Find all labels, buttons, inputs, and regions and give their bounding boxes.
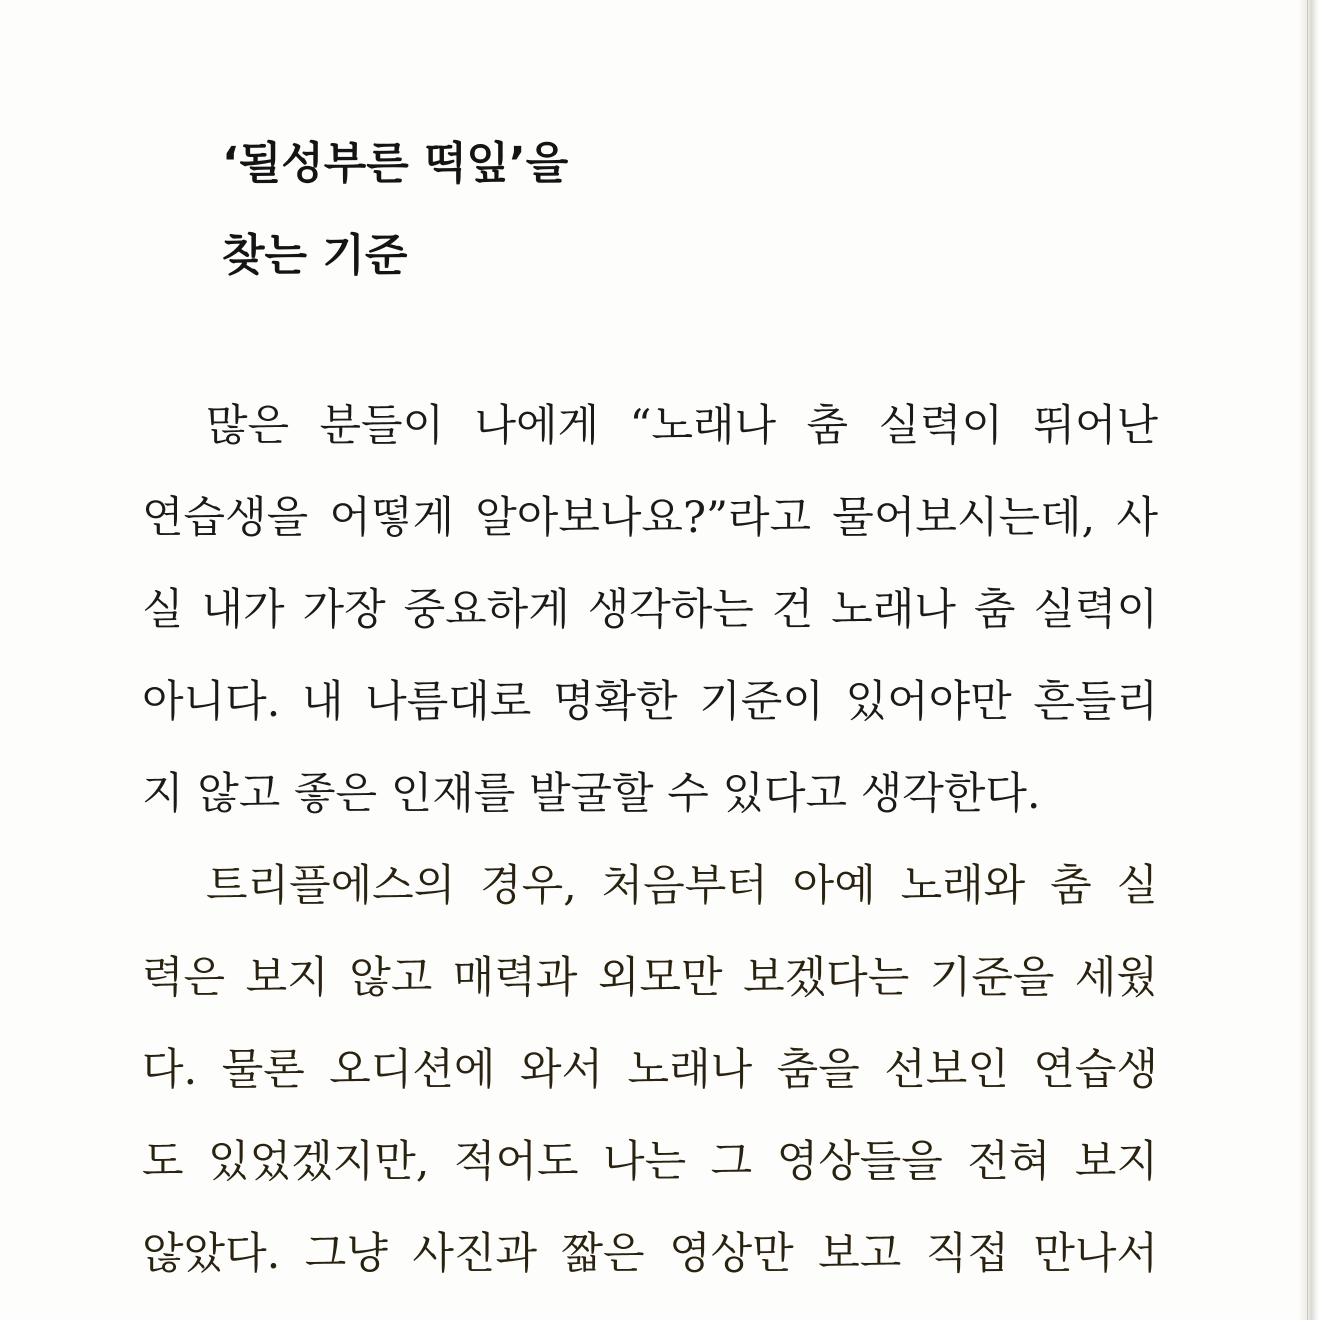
paragraph-1 [142, 380, 1158, 840]
text-line: 지 않고 좋은 인재를 발굴할 수 있다고 생각한다. [142, 769, 1041, 819]
text-line: 트리플에스의 경우, 처음부터 아예 노래와 춤 실 [206, 861, 1158, 911]
text-line: 도 있었겠지만, 적어도 나는 그 영상들을 전혀 보지 [142, 1137, 1158, 1187]
chapter-heading-line-1: ‘될성부른 떡잎’을 [222, 138, 569, 189]
chapter-heading-line-2: 찾는 기준 [222, 230, 408, 281]
text-line: 않았다. 그냥 사진과 짧은 영상만 보고 직접 만나서 [142, 1229, 1158, 1279]
body-text [142, 380, 1158, 1300]
text-line: 다. 물론 오디션에 와서 노래나 춤을 선보인 연습생 [142, 1045, 1158, 1095]
paragraph-2 [142, 840, 1158, 1300]
text-line: 아니다. 내 나름대로 명확한 기준이 있어야만 흔들리 [142, 677, 1158, 727]
page-edge-line [1307, 0, 1308, 1320]
page-edge [1298, 0, 1320, 1320]
chapter-heading [222, 118, 568, 302]
text-line: 실 내가 가장 중요하게 생각하는 건 노래나 춤 실력이 [142, 585, 1158, 635]
text-line: 력은 보지 않고 매력과 외모만 보겠다는 기준을 세웠 [142, 953, 1158, 1003]
text-line: 연습생을 어떻게 알아보나요?”라고 물어보시는데, 사 [142, 493, 1158, 543]
text-line: 많은 분들이 나에게 “노래나 춤 실력이 뛰어난 [206, 401, 1158, 451]
